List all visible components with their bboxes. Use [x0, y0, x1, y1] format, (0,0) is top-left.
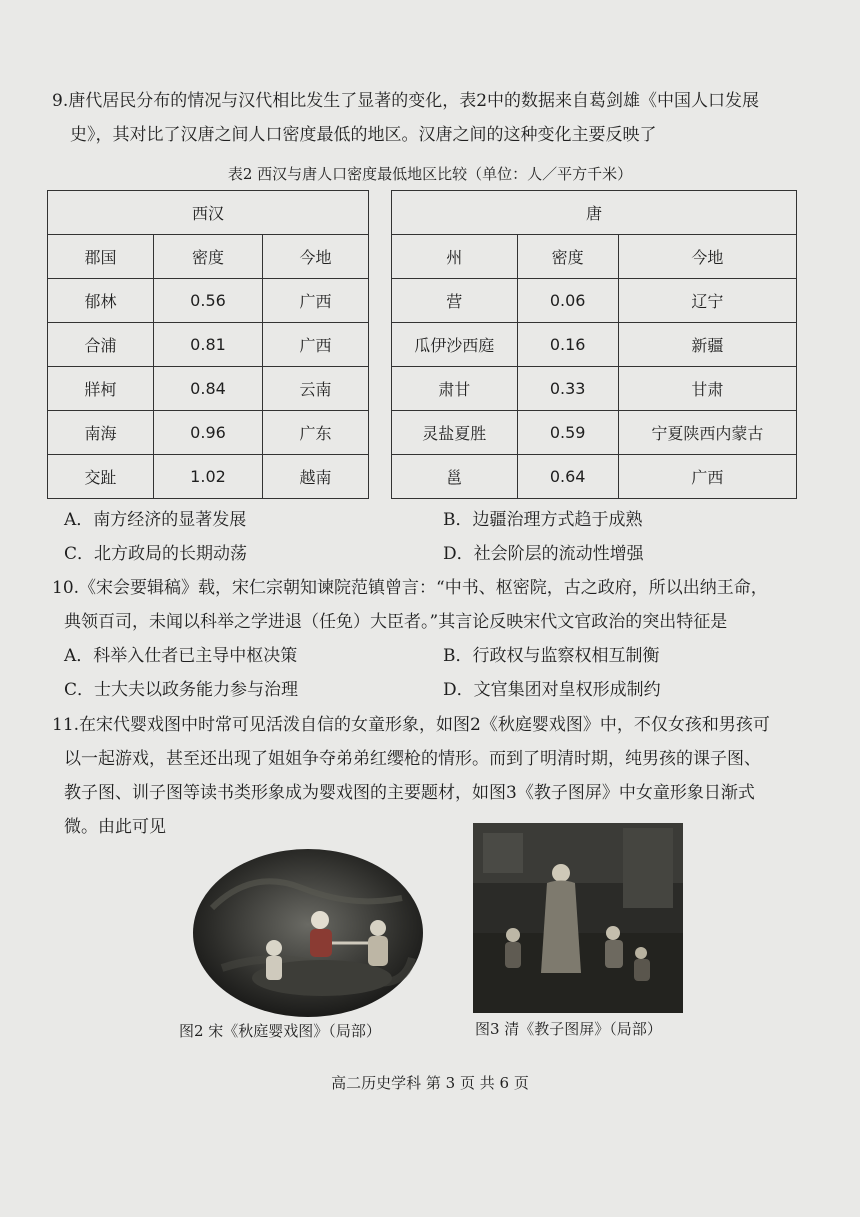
table-row: [392, 279, 797, 323]
table-row: [392, 411, 797, 455]
q10-line-1: 10.《宋会要辑稿》载，宋仁宗朝知谏院范镇曾言：“中书、枢密院，古之政府，所以出纳王命，: [52, 578, 768, 598]
header-cell: 州: [392, 235, 518, 279]
cell-modern: 广东: [263, 411, 369, 455]
cell-modern: 越南: [263, 455, 369, 499]
table-row: [392, 455, 797, 499]
table-row: [48, 367, 369, 411]
cell-place: 灵盐夏胜: [392, 411, 518, 455]
cell-modern: 广西: [263, 323, 369, 367]
cell-modern: 广西: [618, 455, 796, 499]
cell-modern: 辽宁: [618, 279, 796, 323]
cell-density: 0.06: [517, 279, 618, 323]
q9-line-1: 9.唐代居民分布的情况与汉代相比发生了显著的变化，表2中的数据来自葛剑雄《中国人口发展: [52, 91, 760, 111]
figure-2-caption: 图2 宋《秋庭婴戏图》（局部）: [179, 1022, 381, 1040]
header-cell: 密度: [517, 235, 618, 279]
cell-density: 0.96: [153, 411, 262, 455]
table-row: [48, 323, 369, 367]
q11-line-1: 11.在宋代婴戏图中时常可见活泼自信的女童形象，如图2《秋庭婴戏图》中，不仅女孩和男孩可: [52, 715, 770, 735]
cell-density: 0.64: [517, 455, 618, 499]
cell-density: 0.84: [153, 367, 262, 411]
cell-density: 0.33: [517, 367, 618, 411]
figure-2-painting: [192, 848, 424, 1018]
page-footer: 高二历史学科 第 3 页 共 6 页: [331, 1074, 529, 1092]
q9-option-c[interactable]: C．北方政局的长期动荡: [64, 544, 248, 564]
cell-density: 0.59: [517, 411, 618, 455]
table-western-han: [47, 190, 369, 499]
q10-option-b[interactable]: B．行政权与监察权相互制衡: [443, 646, 660, 666]
cell-place: 瓜伊沙西庭: [392, 323, 518, 367]
cell-modern: 云南: [263, 367, 369, 411]
q9-line-2: 史》，其对比了汉唐之间人口密度最低的地区。汉唐之间的这种变化主要反映了: [70, 125, 657, 145]
cell-place: 交趾: [48, 455, 154, 499]
cell-density: 0.16: [517, 323, 618, 367]
header-cell: 今地: [618, 235, 796, 279]
cell-modern: 宁夏陕西内蒙古: [618, 411, 796, 455]
table-left-title: 西汉: [48, 191, 369, 235]
q9-option-b[interactable]: B．边疆治理方式趋于成熟: [443, 510, 643, 530]
figure-3-caption: 图3 清《教子图屏》（局部）: [475, 1020, 662, 1038]
cell-density: 0.56: [153, 279, 262, 323]
cell-place: 合浦: [48, 323, 154, 367]
cell-place: 南海: [48, 411, 154, 455]
table-row: [48, 279, 369, 323]
cell-place: 邕: [392, 455, 518, 499]
cell-density: 0.81: [153, 323, 262, 367]
figure-3-painting: [473, 823, 683, 1013]
table-right-title: 唐: [392, 191, 797, 235]
table-row: [48, 411, 369, 455]
q10-option-c[interactable]: C．士大夫以政务能力参与治理: [64, 680, 299, 700]
cell-place: 郁林: [48, 279, 154, 323]
header-cell: 密度: [153, 235, 262, 279]
table-caption: 表2 西汉与唐人口密度最低地区比较（单位：人／平方千米）: [227, 165, 633, 183]
cell-place: 营: [392, 279, 518, 323]
cell-modern: 甘肃: [618, 367, 796, 411]
cell-modern: 广西: [263, 279, 369, 323]
table-row: [48, 455, 369, 499]
cell-density: 1.02: [153, 455, 262, 499]
q9-option-a[interactable]: A．南方经济的显著发展: [64, 510, 247, 530]
header-cell: 郡国: [48, 235, 154, 279]
q10-option-d[interactable]: D．文官集团对皇权形成制约: [443, 680, 661, 700]
q10-line-2: 典领百司，未闻以科举之学进退（任免）大臣者。”其言论反映宋代文官政治的突出特征是: [64, 612, 728, 632]
header-cell: 今地: [263, 235, 369, 279]
cell-place: 肃甘: [392, 367, 518, 411]
table-tang: [391, 190, 797, 499]
fan-painting-image: [192, 848, 424, 1018]
q11-line-2: 以一起游戏，甚至还出现了姐姐争夺弟弟红缨枪的情形。而到了明清时期，纯男孩的课子图、: [64, 749, 761, 769]
q11-line-4: 微。由此可见: [64, 817, 166, 837]
q11-line-3: 教子图、训子图等读书类形象成为婴戏图的主要题材，如图3《教子图屏》中女童形象日渐式: [64, 783, 755, 803]
screen-painting-image: [473, 823, 683, 1013]
q10-option-a[interactable]: A．科举入仕者已主导中枢决策: [64, 646, 298, 666]
table-row: [392, 323, 797, 367]
q9-option-d[interactable]: D．社会阶层的流动性增强: [443, 544, 644, 564]
table-row: [392, 367, 797, 411]
cell-place: 牂柯: [48, 367, 154, 411]
cell-modern: 新疆: [618, 323, 796, 367]
